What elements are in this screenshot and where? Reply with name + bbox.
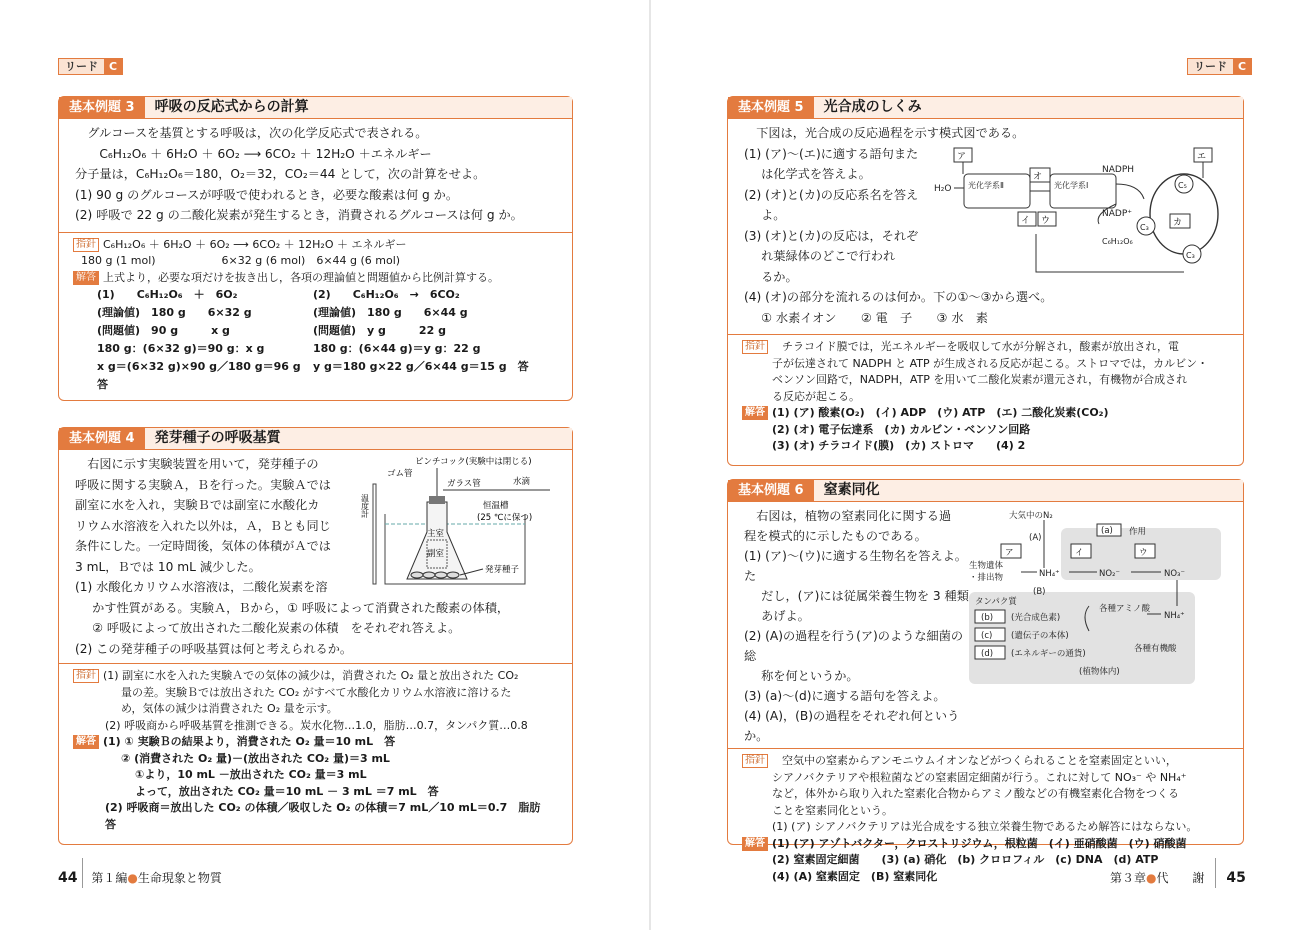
svg-text:各種有機酸: 各種有機酸: [1134, 644, 1177, 654]
svg-text:光化学系Ⅱ: 光化学系Ⅱ: [968, 180, 1004, 190]
svg-text:(光合成色素): (光合成色素): [1011, 613, 1061, 623]
example-4-solution: 指針 (1) 副室に水を入れた実験Ａでの気体の減少は，消費された O₂ 量と放出された CO₂ 量の差。実験Ｂでは放出された CO₂ がすべて水酸化カリウム水溶液に溶けるた め，気体の減少は消費された O₂ 量を示す。 (2) 呼吸商から呼吸基質を推測できる。炭水化物…1.0，脂肪…0.7，タンパク質…0.8 解答 (1) ① 実験Ｂの結果より，消費された O₂ 量＝10 mL 答 ② (消費された O₂ 量)－(放出された CO₂ 量)＝3 mL ①より，10 mL －放出された CO₂ 量＝3 mL よって，放出された CO₂ 量＝10 mL － 3 mL ＝7 mL 答 (2) 呼吸商＝放出した CO₂ の体積／吸収した O₂ の体積＝7 mL／10 mL＝0.7 脂肪 答: [59, 663, 572, 837]
right-page: [650, 0, 1300, 930]
photosynthesis-diagram: [934, 144, 1224, 284]
svg-text:(a): (a): [1101, 526, 1113, 536]
svg-text:(A): (A): [1029, 533, 1042, 543]
example-title: 呼吸の反応式からの計算: [154, 99, 309, 115]
svg-text:光化学系Ⅰ: 光化学系Ⅰ: [1054, 180, 1089, 190]
svg-text:NADPH: NADPH: [1102, 164, 1135, 175]
svg-text:(25 ℃に保つ): (25 ℃に保つ): [477, 513, 533, 523]
svg-text:ピンチコック(実験中は閉じる): ピンチコック(実験中は閉じる): [415, 457, 532, 467]
example-6-solution: 指針 空気中の窒素からアンモニウムイオンなどがつくられることを窒素固定といい， シアノバクテリアや根粒菌などの窒素固定細菌が行う。これに対して NO₃⁻ や NH₄⁺ など，体外から取り入れた窒素化合物からアミノ酸などの有機窒素化合物をつくる ことを窒素同化という。 (1) (ア) シアノバクテリアは光合成をする独立栄養生物であるため解答にはならない。 解答 (1) (ア) アゾトバクター，クロストリジウム，根粒菌 (イ) 亜硝酸菌 (ウ) 硝酸菌 (2) 窒素固定細菌 (3) (a) 硝化 (b) クロロフィル (c) DNA (d) ATP (4) (A) 窒素固定 (B) 窒素同化: [728, 748, 1243, 889]
respiration-apparatus-figure: [360, 454, 555, 594]
svg-text:(植物体内): (植物体内): [1079, 667, 1120, 677]
svg-text:C₃: C₃: [1186, 250, 1195, 260]
footer-left: 44 第１編●生命現象と物質: [58, 870, 222, 886]
example-4-box: [58, 427, 573, 845]
example-6-problem: 右図は，植物の窒素同化に関する過 程を模式的に示したものである。 (1) (ア)～(ウ)に適する生物名を答えよ。た だし，(ア)には従属栄養生物を 3 種類 あげよ。 (2) (A)の過程を行う(ア)のような細菌の総 称を何というか。 (3) (a)～(d)に適する語句を答えよ。 (4) (A)，(B)の過程をそれぞれ何というか。 大気中のN₂ (a) 作用 ア (A) イ ウ 生物遺体 ・排出物 NH₄⁺ NO₂⁻ NO₃⁻ (B) タンパク質 (b) (光合成色素) (c) (遺伝子の本体) (d) (エネルギーの通貨) 各種アミノ酸 NH₄⁺ 各種有機酸 (植物体内): [728, 502, 1243, 748]
svg-text:(エネルギーの通貨): (エネルギーの通貨): [1011, 649, 1086, 659]
svg-text:イ: イ: [1021, 215, 1031, 226]
svg-text:NH₄⁺: NH₄⁺: [1164, 611, 1185, 621]
svg-text:ゴム管: ゴム管: [387, 469, 413, 479]
question-1: (1) 90 g のグルコースが呼吸で使われるとき，必要な酸素は何 g か。: [75, 187, 459, 202]
question-2: (2) 呼吸で 22 g の二酸化炭素が発生するとき，消費されるグルコースは何 g か。: [75, 208, 523, 222]
svg-text:ウ: ウ: [1041, 215, 1051, 226]
calc-1: (1) C₆H₁₂O₆ ＋ 6O₂ (理論値) 180 g 6×32 g (問題値) 90 g x g 180 g：(6×32 g)＝90 g：x g x g＝(6×32 g)×90 g／180 g＝96 g 答: [97, 288, 312, 391]
svg-text:ガラス管: ガラス管: [447, 479, 481, 489]
svg-text:・排出物: ・排出物: [969, 573, 1004, 583]
svg-text:水滴: 水滴: [513, 477, 531, 487]
svg-text:副室: 副室: [427, 549, 445, 559]
svg-text:(c): (c): [981, 631, 993, 641]
lead-badge-left: リード C: [58, 58, 123, 75]
example-5-header: [728, 97, 1243, 119]
photosystem-2: [964, 174, 1030, 208]
svg-text:C₅: C₅: [1178, 180, 1187, 190]
svg-text:NH₄⁺: NH₄⁺: [1039, 569, 1060, 579]
svg-text:NADP⁺: NADP⁺: [1102, 208, 1132, 219]
example-5-problem: 下図は，光合成の反応過程を示す模式図である。 (1) (ア)～(エ)に適する語句また は化学式を答えよ。 (2) (オ)と(カ)の反応系名を答え よ。 (3) (オ)と(カ)の反応は，それぞ れ葉緑体のどこで行われ るか。 ア エ H₂O 光化学系Ⅱ 光化学系Ⅰ オ イ ウ NADPH NADP⁺ C₅ C₃ C₃ カ C₆H₁₂O₆ (4) (オ)の部分を流れるのは何か。下の①～③から選べ。 ① 水素イオン ② 電 子 ③ 水 素: [728, 119, 1243, 330]
thermometer: [373, 484, 376, 584]
example-3-header: [59, 97, 572, 119]
example-title: 窒素同化: [823, 482, 880, 498]
svg-text:H₂O: H₂O: [934, 183, 952, 194]
svg-text:(B): (B): [1033, 587, 1046, 597]
example-3-solution: 指針 C₆H₁₂O₆ ＋ 6H₂O ＋ 6O₂ ⟶ 6CO₂ ＋ 12H₂O ＋ エネルギー 180 g (1 mol) 6×32 g (6 mol) 6×44 g (6 mol) 解答 上式より，必要な項だけを抜き出し，各項の理論値と問題値から比例計算する。 (1) C₆H₁₂O₆ ＋ 6O₂ (理論値) 180 g 6×32 g (問題値) 90 g x g 180 g：(6×32 g)＝90 g：x g x g＝(6×32 g)×90 g／180 g＝96 g 答 (2) C₆H₁₂O₆ → 6CO₂ (理論値) 180 g 6×44 g (問題値) y g 22 g 180 g：(6×44 g)＝y g：22 g y g＝180 g×22 g／6×44 g＝15 g 答: [59, 232, 572, 399]
example-number: 基本例題 3: [59, 97, 145, 119]
reaction-equation: C₆H₁₂O₆ ＋ 6H₂O ＋ 6O₂ ⟶ 6CO₂ ＋ 12H₂O ＋エネルギー: [99, 146, 432, 161]
footer-right: 第３章●代 謝 45: [1110, 870, 1246, 886]
svg-text:ア: ア: [957, 151, 967, 162]
page-number: 44: [58, 870, 78, 886]
example-title: 発芽種子の呼吸基質: [154, 430, 281, 446]
nitrogen-assimilation-diagram: [969, 506, 1224, 686]
svg-text:(b): (b): [981, 613, 994, 623]
example-6-header: [728, 480, 1243, 502]
svg-text:大気中のN₂: 大気中のN₂: [1009, 511, 1053, 521]
example-5-solution: 指針 チラコイド膜では，光エネルギーを吸収して水が分解され，酸素が放出され，電 子が伝達されて NADPH と ATP が生成される反応が起こる。ストロマでは，カルビン・ ベンソン回路で，NADPH，ATP を用いて二酸化炭素が還元され，有機物が合成され る反応が起こる。 解答 (1) (ア) 酸素(O₂) (イ) ADP (ウ) ATP (エ) 二酸化炭素(CO₂) (2) (オ) 電子伝達系 (カ) カルビン・ベンソン回路 (3) (オ) チラコイド(膜) (カ) ストロマ (4) 2: [728, 334, 1243, 459]
svg-text:発芽種子: 発芽種子: [485, 565, 520, 575]
example-4-problem: 右図に示す実験装置を用いて，発芽種子の 呼吸に関する実験Ａ，Ｂを行った。実験Ａでは 副室に水を入れ，実験Ｂでは副室に水酸化カ リウム水溶液を入れた以外は，Ａ，Ｂとも同じ 条件にした。一定時間後，気体の体積がＡでは 3 mL，Ｂでは 10 mL 減少した。 (1) 水酸化カリウム水溶液は，二酸化炭素を溶 ピンチコック(実験中は閉じる) ゴム管 ガラス管 水滴 温度計 主室 副室 恒温槽 (25 ℃に保つ) 発芽種子 かす性質がある。実験Ａ，Ｂから，① 呼吸によって消費された酸素の体積， ② 呼吸によって放出された二酸化炭素の体積 をそれぞれ答えよ。 (2) この発芽種子の呼吸基質は何と考えられるか。: [59, 450, 572, 661]
svg-text:温度計: 温度計: [360, 494, 370, 518]
example-number: 基本例題 5: [728, 97, 814, 119]
example-3-box: [58, 96, 573, 401]
example-number: 基本例題 6: [728, 480, 814, 502]
photosystem-1: [1050, 174, 1116, 208]
svg-text:イ: イ: [1075, 548, 1084, 558]
answer-choices: ① 水素イオン ② 電 子 ③ 水 素: [761, 310, 988, 325]
svg-text:オ: オ: [1033, 171, 1043, 182]
svg-text:カ: カ: [1173, 217, 1183, 228]
svg-text:ウ: ウ: [1139, 548, 1148, 558]
example-3-problem: グルコースを基質とする呼吸は，次の化学反応式で表される。 C₆H₁₂O₆ ＋ 6H₂O ＋ 6O₂ ⟶ 6CO₂ ＋ 12H₂O ＋エネルギー 分子量は，C₆H₁₂O₆＝180，O₂＝32，CO₂＝44 として，次の計算をせよ。 (1) 90 g のグルコースが呼吸で使われるとき，必要な酸素は何 g か。 (2) 呼吸で 22 g の二酸化炭素が発生するとき，消費されるグルコースは何 g か。: [59, 119, 572, 228]
svg-text:(d): (d): [981, 649, 994, 659]
example-4-header: [59, 428, 572, 450]
svg-text:NO₂⁻: NO₂⁻: [1099, 569, 1120, 579]
example-title: 光合成のしくみ: [823, 99, 922, 115]
svg-text:NO₃⁻: NO₃⁻: [1164, 569, 1185, 579]
lead-badge-right: リード C: [1187, 58, 1252, 75]
svg-text:作用: 作用: [1129, 527, 1147, 537]
svg-text:タンパク質: タンパク質: [975, 597, 1017, 607]
svg-text:主室: 主室: [427, 529, 445, 539]
svg-text:各種アミノ酸: 各種アミノ酸: [1099, 604, 1151, 614]
svg-text:C₆H₁₂O₆: C₆H₁₂O₆: [1102, 236, 1133, 246]
svg-text:C₃: C₃: [1140, 222, 1149, 232]
svg-text:エ: エ: [1197, 151, 1207, 162]
page-number: 45: [1226, 870, 1246, 886]
calc-2: (2) C₆H₁₂O₆ → 6CO₂ (理論値) 180 g 6×44 g (問題値) y g 22 g 180 g：(6×44 g)＝y g：22 g y g＝180 g×22 g／6×44 g＝15 g 答: [313, 288, 529, 373]
example-5-box: [727, 96, 1244, 466]
svg-text:恒温槽: 恒温槽: [483, 501, 509, 511]
svg-text:ア: ア: [1005, 548, 1014, 558]
example-number: 基本例題 4: [59, 428, 145, 450]
svg-text:(遺伝子の本体): (遺伝子の本体): [1011, 631, 1069, 641]
svg-text:生物遺体: 生物遺体: [969, 561, 1004, 571]
stopper: [429, 496, 445, 504]
